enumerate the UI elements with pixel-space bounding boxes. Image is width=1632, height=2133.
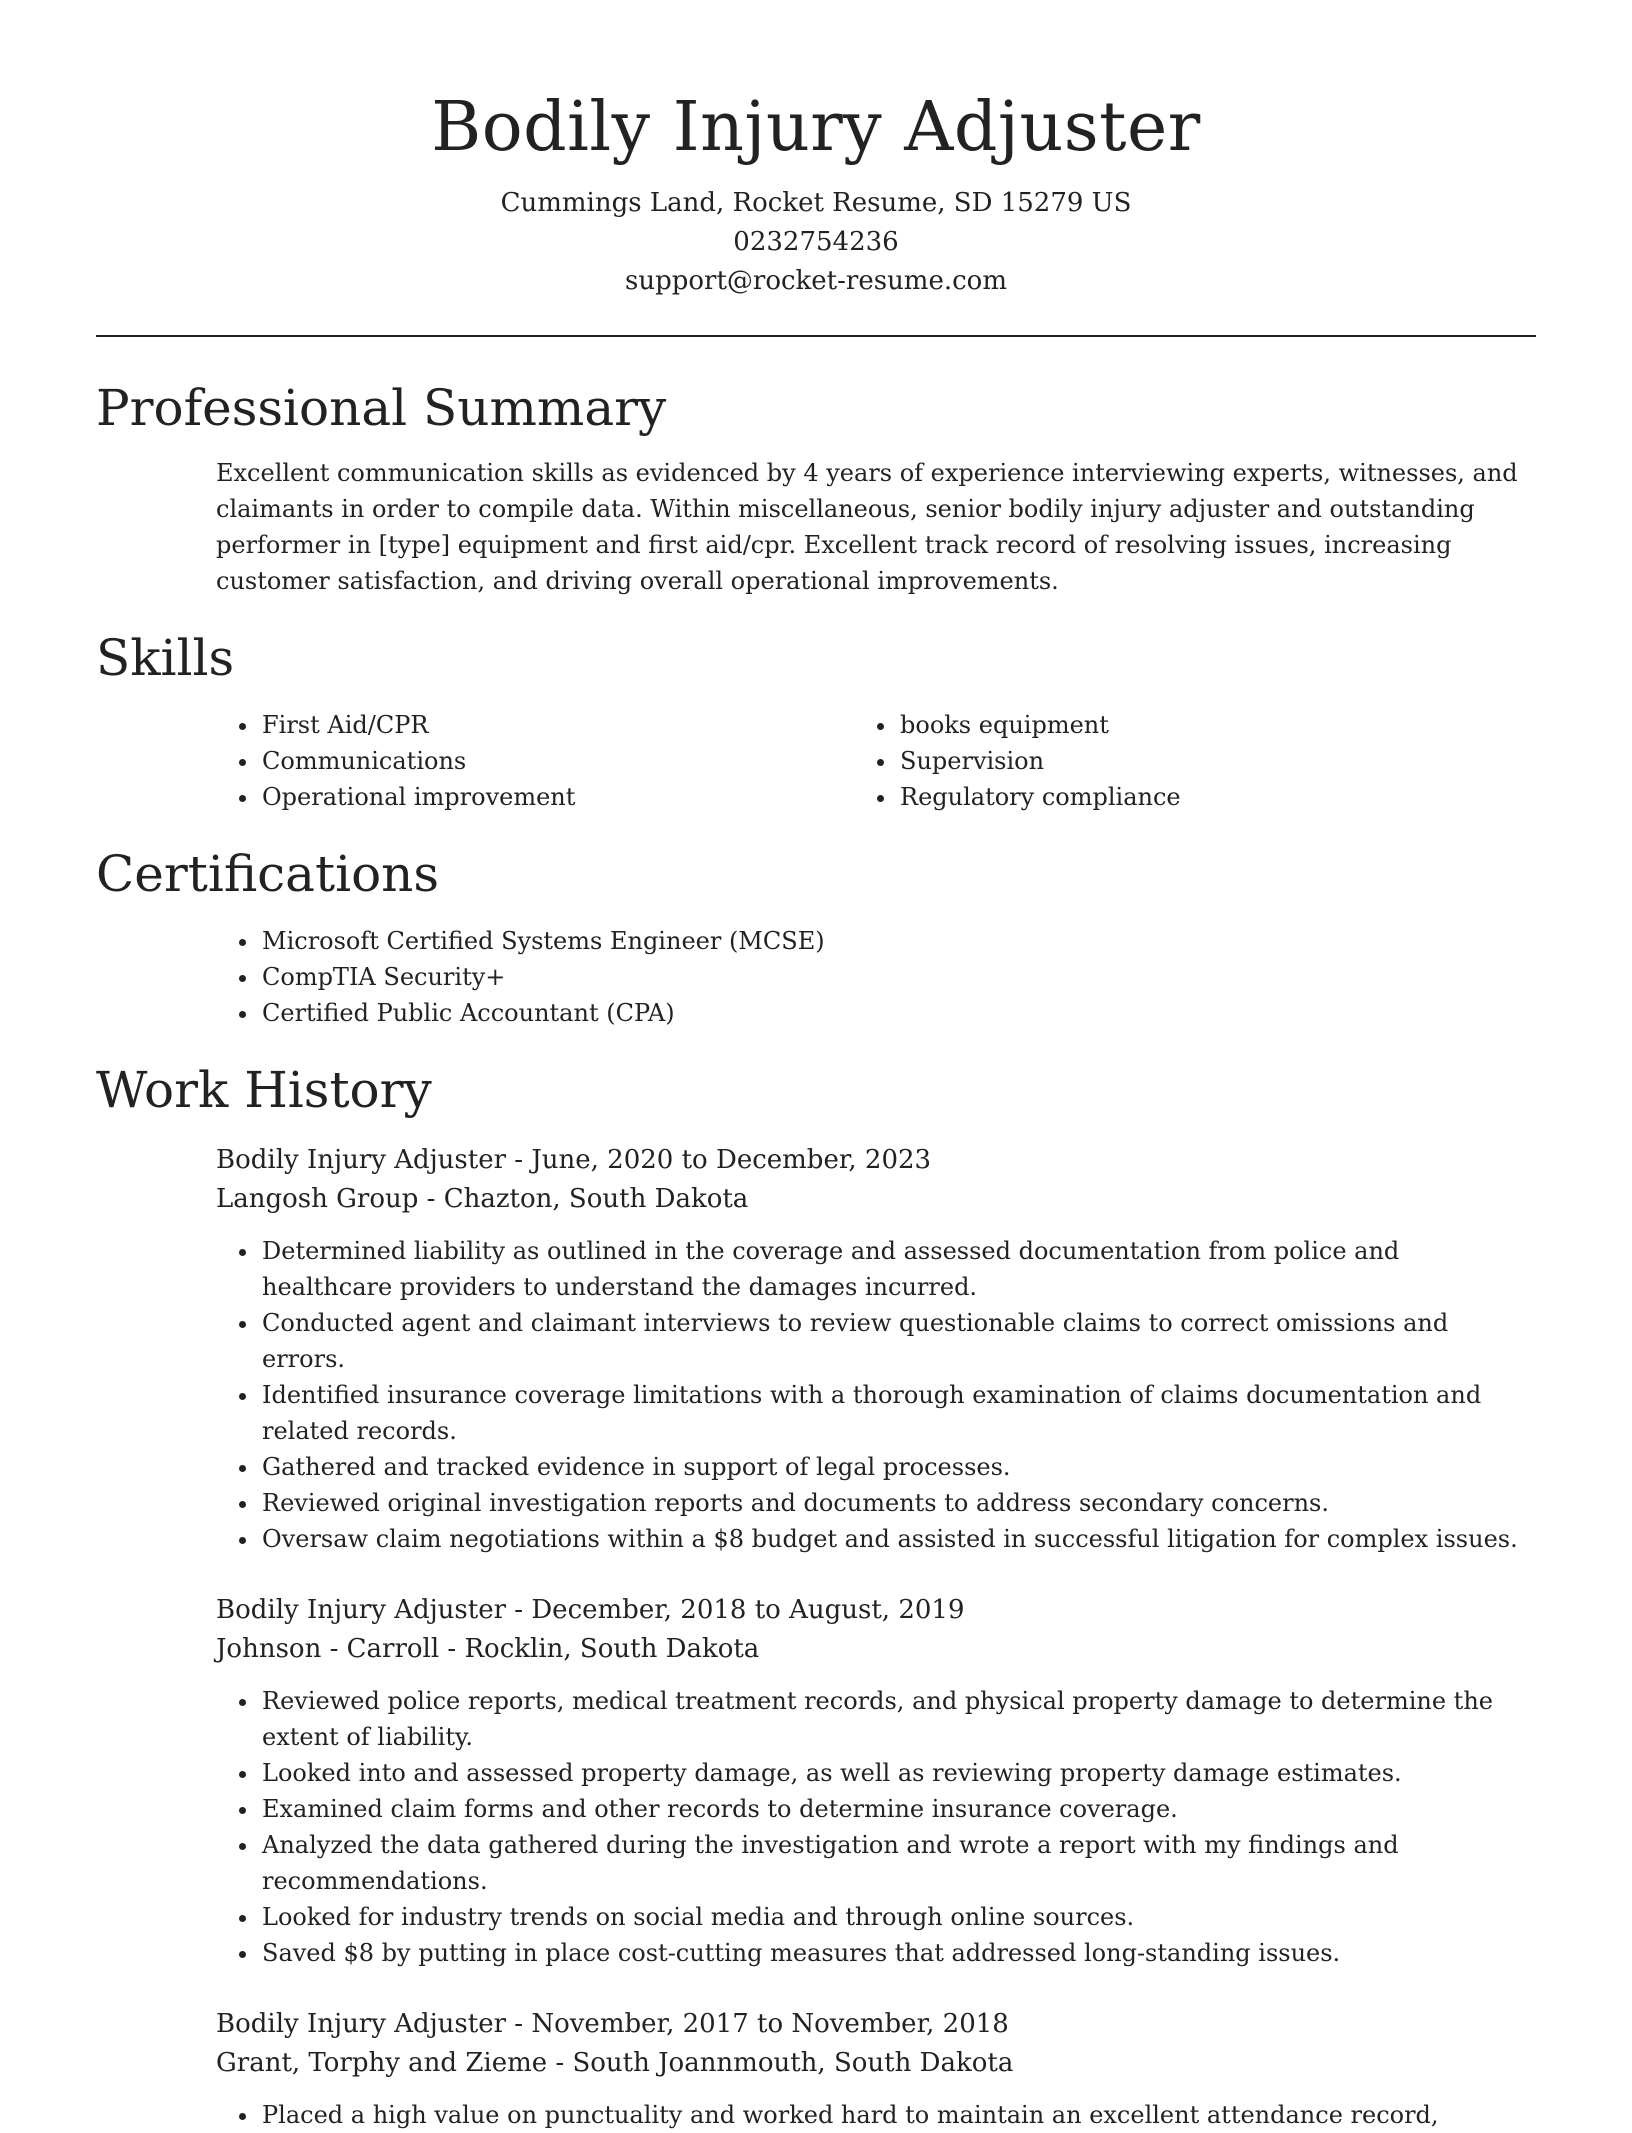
job-entry (216, 1591, 1536, 1971)
email: support@rocket-resume.com (624, 266, 1007, 296)
job-bullet: • Oversaw claim negotiations within a $8 budget and assisted in successful litigation for complex issues. (260, 1521, 1536, 1557)
certifications-section (96, 843, 1536, 1031)
job-bullet: • Examined claim forms and other records to determine insurance coverage. (260, 1791, 1536, 1827)
skill-item: • First Aid/CPR (260, 707, 898, 743)
skills-grid (96, 707, 1536, 815)
candidate-name: Bodily Injury Adjuster (431, 88, 1201, 167)
address: Cummings Land, Rocket Resume, SD 15279 US (500, 188, 1132, 218)
job-bullet: • Gathered and tracked evidence in support of legal processes. (260, 1449, 1536, 1485)
job-bullet: • Conducted agent and claimant interviews to review questionable claims to correct omissions and errors. (260, 1305, 1536, 1377)
job-bullet: • Placed a high value on punctuality and worked hard to maintain an excellent attendance record, (260, 2097, 1536, 2133)
skills-column-2 (898, 707, 1536, 815)
summary-section (96, 377, 1536, 599)
summary-heading: Professional Summary (96, 379, 667, 437)
job-company-line: Langosh Group - Chazton, South Dakota (216, 1184, 749, 1214)
skill-item: • Regulatory compliance (898, 779, 1536, 815)
certifications-list (260, 923, 1536, 1031)
skill-item: • Communications (260, 743, 898, 779)
skill-item: • Operational improvement (260, 779, 898, 815)
phone: 0232754236 (733, 227, 899, 257)
resume-header (96, 0, 1536, 301)
skill-item: • books equipment (898, 707, 1536, 743)
job-bullets (260, 1683, 1536, 1971)
job-bullets (260, 1233, 1536, 1557)
certification-item: • Microsoft Certified Systems Engineer (MCSE) (260, 923, 1536, 959)
work-history-section (96, 1059, 1536, 2133)
job-bullet: • Analyzed the data gathered during the investigation and wrote a report with my findings and recommendations. (260, 1827, 1536, 1899)
job-bullets (260, 2097, 1536, 2133)
header-divider (96, 335, 1536, 337)
certification-item: • CompTIA Security+ (260, 959, 1536, 995)
job-company-line: Grant, Torphy and Zieme - South Joannmouth, South Dakota (216, 2048, 1014, 2078)
job-bullet: • Determined liability as outlined in the coverage and assessed documentation from police and healthcare providers to understand the damages incurred. (260, 1233, 1536, 1305)
work-history-heading: Work History (96, 1061, 432, 1119)
job-bullet: • Reviewed original investigation reports and documents to address secondary concerns. (260, 1485, 1536, 1521)
job-entry (216, 2005, 1536, 2133)
contact-block (96, 184, 1536, 301)
skill-item: • Supervision (898, 743, 1536, 779)
job-company-line: Johnson - Carroll - Rocklin, South Dakota (216, 1634, 760, 1664)
job-title-line: Bodily Injury Adjuster - June, 2020 to December, 2023 (216, 1145, 932, 1175)
resume-page (96, 0, 1536, 2129)
job-bullet: • Saved $8 by putting in place cost-cutting measures that addressed long-standing issues. (260, 1935, 1536, 1971)
skills-column-1 (260, 707, 898, 815)
skills-heading: Skills (96, 629, 235, 687)
certifications-heading: Certifications (96, 845, 440, 903)
job-bullet: • Reviewed police reports, medical treatment records, and physical property damage to determine the extent of liability. (260, 1683, 1536, 1755)
job-bullet: • Looked into and assessed property damage, as well as reviewing property damage estimates. (260, 1755, 1536, 1791)
job-entry (216, 1141, 1536, 1557)
job-title-line: Bodily Injury Adjuster - December, 2018 to August, 2019 (216, 1595, 965, 1625)
summary-text: Excellent communication skills as evidenced by 4 years of experience interviewing experts, witnesses, and claimants in order to compile data. Within miscellaneous, senior bodily injury adjuster and outstanding performer in [type] equipment and first aid/cpr. Excellent track record of resolving issues, increasing customer satisfaction, and driving overall operational improvements. (216, 459, 1518, 595)
certification-item: • Certified Public Accountant (CPA) (260, 995, 1536, 1031)
job-title-line: Bodily Injury Adjuster - November, 2017 to November, 2018 (216, 2009, 1009, 2039)
job-bullet: • Identified insurance coverage limitations with a thorough examination of claims documentation and related records. (260, 1377, 1536, 1449)
job-bullet: • Looked for industry trends on social media and through online sources. (260, 1899, 1536, 1935)
skills-section (96, 627, 1536, 815)
